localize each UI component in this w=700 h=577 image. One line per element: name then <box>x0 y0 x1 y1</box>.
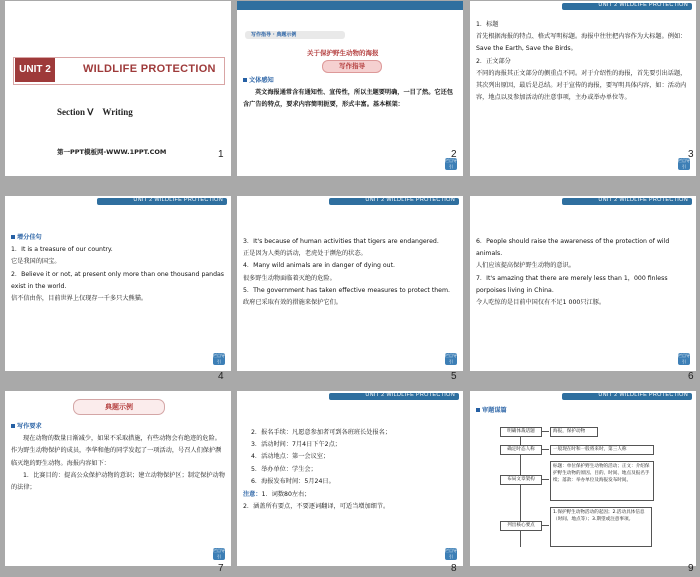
header-text: UNIT 2 WILDLIFE PROTECTION <box>365 392 455 398</box>
slide-body <box>11 232 225 305</box>
line: 首先根据海报的特点、格式写明标题。海报中往往把内容作为大标题。例如：Save the Earth, Save the Birds。 <box>476 33 687 53</box>
slide-number: 5 <box>451 371 457 382</box>
flow-step-2: 确定时态人称 <box>500 445 542 455</box>
flow-connector <box>541 525 549 526</box>
slide-thumbnail-2[interactable] <box>237 1 463 176</box>
slide-body <box>476 236 690 309</box>
nav-guide-icon[interactable]: 栏目导引 <box>678 353 690 364</box>
header-bar <box>237 1 463 10</box>
slide-number: 4 <box>218 371 224 382</box>
bullet-square-icon <box>11 424 15 428</box>
line: 3．活动时间：7月4日下午2点； <box>251 441 341 449</box>
line: 令人吃惊的是目前中国仅有不足1 000只江豚。 <box>476 299 606 307</box>
flow-detail-3: 标题：单位保护野生动物的活动；正文：介绍保护野生动物的原因、目的、时间、地点及报名手续；落款：举办单位及海报发布时间。 <box>550 461 654 501</box>
flow-connector <box>541 431 549 432</box>
line: 1．It is a treasure of our country. <box>11 246 113 254</box>
slide-number: 1 <box>218 149 224 160</box>
slide-body <box>243 236 457 309</box>
bullet-square-icon <box>476 408 480 412</box>
line: 7．It's amazing that there are merely less than 1，000 finless porpoises living in China. <box>476 274 668 294</box>
nav-guide-icon[interactable]: 栏目导引 <box>445 158 457 169</box>
nav-guide-icon[interactable]: 栏目导引 <box>213 548 225 559</box>
line: 1．比赛目的：提高公众保护动物的意识；建立动物保护区；制定保护动物的法律； <box>11 471 225 492</box>
header-text: UNIT 2 WILDLIFE PROTECTION <box>598 392 688 398</box>
slide-thumbnail-9[interactable] <box>470 391 696 566</box>
line: 政府已采取有效的措施来保护它们。 <box>243 299 342 307</box>
paragraph: 英文海报通常含有通知性、宣传性，所以主题要明确，一目了然。它还包含广告的特点，要求内容简明扼要，形式丰富。基本框架： <box>243 89 453 109</box>
line: 2．报名手续：凡愿意参加者可到各班班长处报名； <box>251 429 392 436</box>
line: 2．正文部分 <box>476 57 511 65</box>
slide-thumbnail-1[interactable] <box>5 1 231 176</box>
slide-thumbnail-7[interactable] <box>5 391 231 566</box>
note-label: 注意： <box>243 491 262 498</box>
header-text: UNIT 2 WILDLIFE PROTECTION <box>365 197 455 203</box>
section-pill: 写作指导 <box>322 60 382 73</box>
bullet-square-icon <box>243 78 247 82</box>
nav-guide-icon[interactable]: 栏目导引 <box>678 158 690 169</box>
slide-number: 9 <box>688 563 694 574</box>
heading: 文体感知 <box>249 77 274 84</box>
flow-detail-1: 海报，保护动物 <box>550 427 598 437</box>
slide-number: 7 <box>218 563 224 574</box>
nav-guide-icon[interactable]: 栏目导引 <box>445 548 457 559</box>
slide-thumbnail-3[interactable] <box>470 1 696 176</box>
unit-badge: UNIT 2 <box>15 58 55 82</box>
note-line: 2．涵盖所有要点，不要逐词翻译，可适当增加细节。 <box>243 503 390 511</box>
line: 6．海报发布时间：5月24日。 <box>251 477 335 485</box>
line: 4．活动地点：第一会议室； <box>251 453 330 461</box>
slide-thumbnail-6[interactable] <box>470 196 696 371</box>
header-text: UNIT 2 WILDLIFE PROTECTION <box>133 197 223 203</box>
nav-guide-icon[interactable]: 栏目导引 <box>213 353 225 364</box>
section-label: Section Ⅴ Writing <box>57 107 133 117</box>
flow-connector <box>541 479 549 480</box>
slide-body <box>251 427 457 488</box>
heading: 审题谋篇 <box>482 407 507 414</box>
heading: 写作要求 <box>17 423 42 430</box>
line: 正是因为人类的活动，老虎处于濒危的状态。 <box>243 250 367 258</box>
nav-guide-icon[interactable]: 栏目导引 <box>445 353 457 364</box>
line: 4．Many wild animals are in danger of dying out. <box>243 262 395 270</box>
flow-step-3: 布局文章架构 <box>500 475 542 485</box>
slide-body <box>243 75 457 112</box>
note-line: 1．词数80左右； <box>261 491 311 498</box>
section-banner: 典题示例 <box>73 399 165 415</box>
slide-subtitle: 关于保护野生动物的海报 <box>307 49 379 57</box>
bullet-square-icon <box>11 235 15 239</box>
slide-thumbnail-4[interactable] <box>5 196 231 371</box>
line: 不同的海报其正文部分的侧重点不同。对于介绍性的海报，首先要引出话题，其次列出原因，最后是总结。对于宣传的海报，要写明具体内容，如：活动内容，地点以及参加活动的注意事项，主办或举办单位等。 <box>476 69 687 102</box>
line: 6．People should raise the awareness of the protection of wild animals. <box>476 238 670 258</box>
slide-thumbnail-8[interactable] <box>237 391 463 566</box>
slide-number: 8 <box>451 563 457 574</box>
slide-number: 3 <box>688 149 694 160</box>
slide-thumbnail-5[interactable] <box>237 196 463 371</box>
header-text: UNIT 2 WILDLIFE PROTECTION <box>598 197 688 203</box>
flow-connector <box>541 449 549 450</box>
line: 很多野生动物面临着灭绝的危险。 <box>243 274 336 282</box>
slide-body <box>11 421 225 494</box>
notes-block <box>243 489 457 513</box>
flow-detail-2: 一般现在时和一般将来时，第三人称 <box>550 445 654 455</box>
section-tag <box>245 31 345 39</box>
line: 2．Believe it or not, at present only more than one thousand pandas exist in the world. <box>11 270 225 290</box>
line: 人们应该提高保护野生动物的意识。 <box>476 262 575 270</box>
line: 它是我国的国宝。 <box>11 258 61 266</box>
flow-step-4: 列出核心要点 <box>500 521 542 531</box>
slide-number: 6 <box>688 371 694 382</box>
site-watermark: 第一PPT模板网-WWW.1PPT.COM <box>57 148 167 156</box>
heading: 增分佳句 <box>17 234 42 241</box>
header-text: UNIT 2 WILDLIFE PROTECTION <box>598 2 688 8</box>
line: 1．标题 <box>476 21 499 28</box>
line: 5．The government has taken effective measures to protect them. <box>243 286 450 294</box>
line: 3．It's because of human activities that tigers are endangered. <box>243 238 439 245</box>
flow-heading-row <box>476 405 690 417</box>
flow-step-1: 明确体裁话题 <box>500 427 542 437</box>
line: 5．举办单位：学生会； <box>251 465 317 473</box>
line: 信不信由你，目前世界上仅现存一千多只大熊猫。 <box>11 295 148 303</box>
slide-body <box>476 19 690 104</box>
flow-detail-4: 1.保护野生动物活动的起因；2.活动具体信息（时间、地点等）；3.期望或注意事项。 <box>550 507 652 547</box>
section-tag-label: 写作指导 · 典题示例 <box>251 32 297 38</box>
slide-number: 2 <box>451 149 457 160</box>
paragraph: 现在动物的数量日渐减少，如果不采取措施，有些动物会有绝迹的危险。作为野生动物保护的成员，李华和他的同学发起了一项活动，号召人们保护濒临灭绝的野生动物。海报内容如下： <box>11 435 222 467</box>
slide-title: WILDLIFE PROTECTION <box>83 63 216 75</box>
